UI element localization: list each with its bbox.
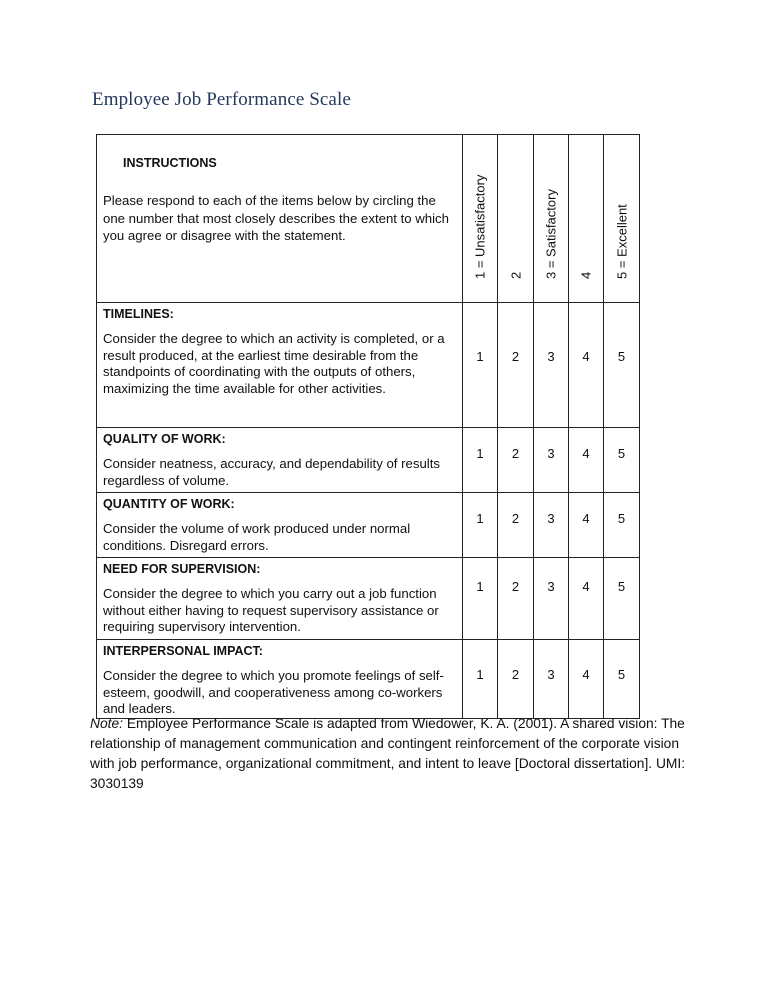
- table-row: [97, 428, 640, 493]
- rating-value: 2: [511, 579, 520, 594]
- rating-value: 5: [617, 446, 626, 461]
- rating-value: 2: [511, 511, 520, 526]
- item-description: Consider the volume of work produced under normal conditions. Disregard errors.: [103, 521, 411, 553]
- rating-option-5[interactable]: [604, 558, 640, 640]
- instructions-cell: [97, 135, 463, 303]
- rating-option-2[interactable]: [498, 640, 534, 719]
- table-row: [97, 640, 640, 719]
- scale-header-1: [463, 135, 498, 303]
- scale-label: 2: [508, 271, 523, 279]
- item-cell: [97, 493, 463, 558]
- header-row: [97, 135, 640, 303]
- rating-option-5[interactable]: [604, 640, 640, 719]
- performance-scale-table: [96, 134, 640, 719]
- item-description: Consider neatness, accuracy, and dependability of results regardless of volume.: [103, 456, 440, 488]
- page-title: Employee Job Performance Scale: [92, 89, 351, 110]
- rating-value: 2: [511, 446, 520, 461]
- rating-option-1[interactable]: [463, 428, 498, 493]
- rating-value: 1: [476, 579, 484, 594]
- scale-label: 1 = Unsatisfactory: [472, 174, 488, 279]
- item-cell: [97, 428, 463, 493]
- rating-option-2[interactable]: [498, 493, 534, 558]
- rating-option-4[interactable]: [569, 558, 604, 640]
- item-cell: [97, 558, 463, 640]
- table-row: [97, 303, 640, 428]
- item-cell: [97, 303, 463, 428]
- rating-value: 3: [547, 349, 555, 364]
- rating-value: 5: [617, 579, 626, 594]
- note-label: Note:: [90, 716, 123, 731]
- rating-option-1[interactable]: [463, 493, 498, 558]
- item-title: INTERPERSONAL IMPACT:: [103, 644, 263, 658]
- rating-value: 2: [511, 667, 520, 682]
- rating-option-1[interactable]: [463, 303, 498, 428]
- item-description: Consider the degree to which an activity is completed, or a result produced, at the earliest time desirable from the standpoints of coordinating with the outputs of others, maximizing the time available for other activities.: [103, 331, 445, 396]
- rating-option-3[interactable]: [534, 428, 569, 493]
- rating-value: 3: [547, 667, 555, 682]
- rating-option-3[interactable]: [534, 303, 569, 428]
- rating-value: 4: [582, 511, 590, 526]
- item-title: TIMELINES:: [103, 307, 174, 321]
- rating-option-4[interactable]: [569, 428, 604, 493]
- rating-value: 3: [547, 579, 555, 594]
- citation-note: [90, 714, 690, 794]
- scale-label: 4: [578, 271, 594, 279]
- scale-header-2: [498, 135, 534, 303]
- rating-option-4[interactable]: [569, 303, 604, 428]
- rating-value: 2: [511, 349, 520, 364]
- rating-option-2[interactable]: [498, 428, 534, 493]
- rating-option-1[interactable]: [463, 640, 498, 719]
- scale-label: 3 = Satisfactory: [543, 189, 559, 279]
- rating-option-5[interactable]: [604, 493, 640, 558]
- rating-option-1[interactable]: [463, 558, 498, 640]
- item-cell: [97, 640, 463, 719]
- rating-option-4[interactable]: [569, 493, 604, 558]
- rating-value: 5: [617, 511, 626, 526]
- rating-value: 1: [476, 349, 484, 364]
- rating-value: 4: [582, 579, 590, 594]
- rating-value: 5: [617, 349, 626, 364]
- rating-option-3[interactable]: [534, 558, 569, 640]
- rating-option-5[interactable]: [604, 428, 640, 493]
- table-row: [97, 493, 640, 558]
- rating-value: 1: [476, 667, 484, 682]
- scale-header-3: [534, 135, 569, 303]
- item-title: QUANTITY OF WORK:: [103, 497, 235, 511]
- rating-value: 3: [547, 511, 555, 526]
- rating-option-3[interactable]: [534, 640, 569, 719]
- instructions-heading: INSTRUCTIONS: [123, 156, 217, 170]
- rating-option-5[interactable]: [604, 303, 640, 428]
- item-title: QUALITY OF WORK:: [103, 432, 226, 446]
- rating-value: 4: [582, 667, 590, 682]
- item-description: Consider the degree to which you promote feelings of self-esteem, goodwill, and cooperativeness among co-workers and leaders.: [103, 668, 444, 716]
- scale-header-4: [569, 135, 604, 303]
- scale-header-5: [604, 135, 640, 303]
- item-title: NEED FOR SUPERVISION:: [103, 562, 261, 576]
- table-row: [97, 558, 640, 640]
- rating-value: 4: [582, 349, 590, 364]
- rating-option-2[interactable]: [498, 558, 534, 640]
- rating-value: 1: [476, 446, 484, 461]
- scale-label: 5 = Excellent: [614, 204, 629, 279]
- rating-value: 4: [582, 446, 590, 461]
- rating-option-3[interactable]: [534, 493, 569, 558]
- rating-value: 1: [476, 511, 484, 526]
- instructions-text: Please respond to each of the items below by circling the one number that most closely describes the extent to which you agree or disagree with the statement.: [103, 193, 449, 243]
- rating-value: 5: [617, 667, 626, 682]
- rating-option-2[interactable]: [498, 303, 534, 428]
- rating-value: 3: [547, 446, 555, 461]
- item-description: Consider the degree to which you carry out a job function without either having to request supervisory assistance or requiring supervisory intervention.: [103, 586, 439, 634]
- note-text: Employee Performance Scale is adapted from Wiedower, K. A. (2001). A shared vision: The relationship of management communication and contingent reinforcement of the corporate vision with job performance, organizational commitment, and intent to leave [Doctoral dissertation]. UMI: 3030139: [90, 716, 686, 791]
- rating-option-4[interactable]: [569, 640, 604, 719]
